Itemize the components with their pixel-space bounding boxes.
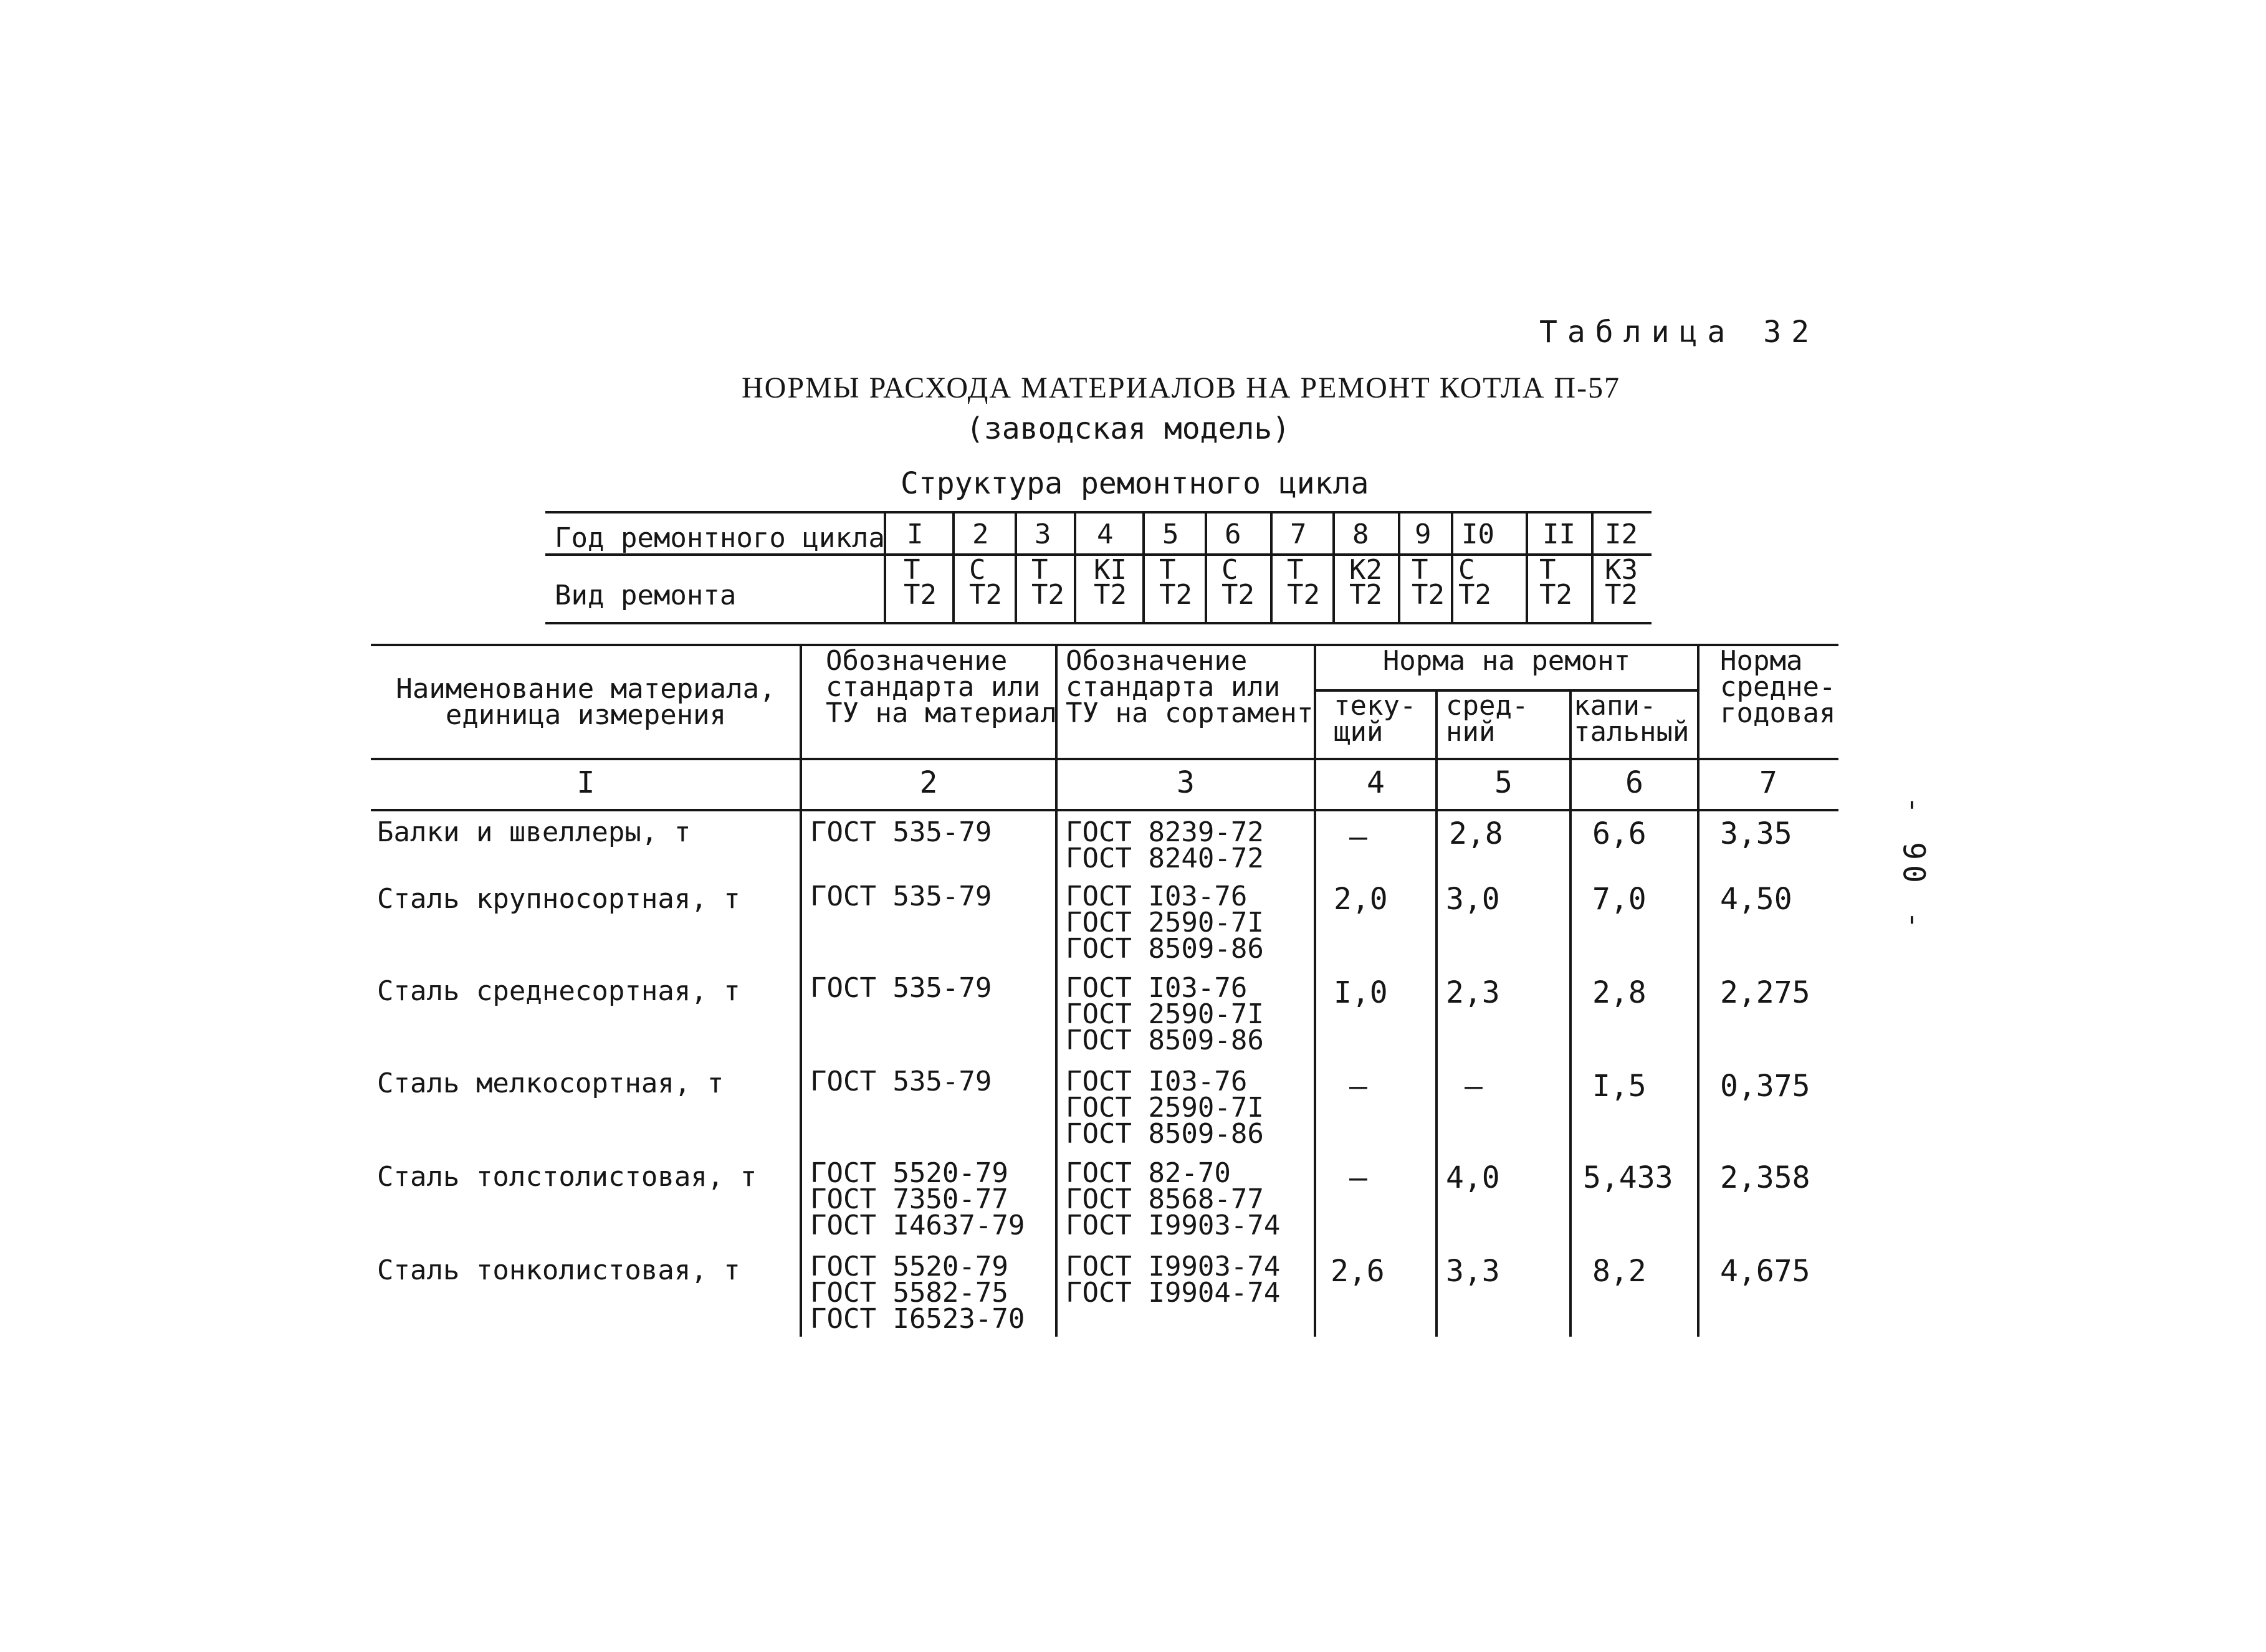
cycle-kind xyxy=(1412,554,1445,611)
cycle-kind-bottom: Т2 xyxy=(1539,579,1572,611)
material-standard: ГОСТ 5520-79 ГОСТ 7350-77 ГОСТ I4637-79 xyxy=(810,1157,1025,1241)
norm-current: 2,0 xyxy=(1334,882,1388,917)
norm-current: – xyxy=(1349,1069,1367,1104)
norm-current: 2,6 xyxy=(1331,1254,1385,1289)
norm-capital: 7,0 xyxy=(1592,882,1647,917)
cycle-kind-bottom: Т2 xyxy=(1605,579,1638,611)
header-annual-norm: Норма средне- годовая xyxy=(1720,645,1836,729)
cycle-kind xyxy=(1221,554,1255,611)
norm-current: – xyxy=(1349,819,1367,854)
cycle-kind-bottom: Т2 xyxy=(904,579,937,611)
cycle-kind-bottom: Т2 xyxy=(1159,579,1192,611)
material-name: Балки и швеллеры, т xyxy=(377,816,691,848)
repair-cycle-caption: Структура ремонтного цикла xyxy=(901,466,1369,501)
norm-medium: 2,8 xyxy=(1449,816,1503,851)
cycle-kind-top: Т xyxy=(1159,554,1176,586)
material-name: Сталь среднесортная, т xyxy=(377,975,740,1007)
material-name: Сталь крупносортная, т xyxy=(377,883,740,915)
assortment-standard: ГОСТ 8239-72 ГОСТ 8240-72 xyxy=(1066,816,1264,874)
cycle-kind-top: Т xyxy=(904,554,920,586)
column-number: 7 xyxy=(1759,765,1777,800)
norm-annual: 3,35 xyxy=(1720,816,1792,851)
assortment-standard: ГОСТ I03-76 ГОСТ 2590-7I ГОСТ 8509-86 xyxy=(1066,881,1264,965)
norm-annual: 2,275 xyxy=(1720,975,1810,1010)
cycle-kind-bottom: Т2 xyxy=(1287,579,1320,611)
document-title: НОРМЫ РАСХОДА МАТЕРИАЛОВ НА РЕМОНТ КОТЛА П-57 xyxy=(742,371,1621,404)
page-number: - 90 - xyxy=(1896,796,1931,934)
cycle-kind-bottom: Т2 xyxy=(1094,579,1127,611)
cycle-kind xyxy=(1539,554,1572,611)
norm-medium: – xyxy=(1465,1069,1483,1104)
header-repair-norm: Норма на ремонт xyxy=(1382,645,1631,677)
cycle-year: II xyxy=(1542,518,1575,550)
norm-annual: 2,358 xyxy=(1720,1160,1810,1195)
cycle-kind-bottom: Т2 xyxy=(1412,579,1445,611)
cycle-kind-top: К2 xyxy=(1349,554,1382,586)
cycle-kind xyxy=(1094,554,1127,611)
column-number: 4 xyxy=(1367,765,1385,800)
column-number: 5 xyxy=(1494,765,1513,800)
column-number: I xyxy=(576,765,595,800)
cycle-kind-bottom: Т2 xyxy=(1458,579,1491,611)
material-name: Сталь тонколистовая, т xyxy=(377,1254,740,1286)
cycle-kind xyxy=(1349,554,1382,611)
cycle-year: 2 xyxy=(972,518,989,550)
column-number: 2 xyxy=(919,765,938,800)
cycle-kind-top: Т xyxy=(1031,554,1048,586)
material-name: Сталь толстолистовая, т xyxy=(377,1161,757,1193)
header-capital: капи- тальный xyxy=(1574,690,1690,748)
cycle-year: 9 xyxy=(1415,518,1432,550)
assortment-standard: ГОСТ I03-76 ГОСТ 2590-7I ГОСТ 8509-86 xyxy=(1066,972,1264,1056)
material-standard: ГОСТ 5520-79 ГОСТ 5582-75 ГОСТ I6523-70 xyxy=(810,1251,1025,1335)
assortment-standard: ГОСТ I9903-74 ГОСТ I9904-74 xyxy=(1066,1251,1281,1309)
cycle-year-label: Год ремонтного цикла xyxy=(555,522,885,554)
cycle-kind xyxy=(904,554,937,611)
norm-medium: 3,0 xyxy=(1446,882,1500,917)
cycle-kind-top: К3 xyxy=(1605,554,1638,586)
norm-medium: 4,0 xyxy=(1446,1160,1500,1195)
norm-capital: 8,2 xyxy=(1592,1254,1647,1289)
header-current: теку- щий xyxy=(1334,690,1417,748)
cycle-kind xyxy=(1287,554,1320,611)
cycle-year: I xyxy=(907,518,924,550)
cycle-year: 4 xyxy=(1097,518,1114,550)
column-number: 3 xyxy=(1177,765,1195,800)
header-medium: сред- ний xyxy=(1446,690,1529,748)
cycle-kind-label: Вид ремонта xyxy=(555,580,737,611)
cycle-kind-bottom: Т2 xyxy=(969,579,1002,611)
cycle-kind-top: Т xyxy=(1539,554,1556,586)
material-standard: ГОСТ 535-79 xyxy=(810,972,992,1004)
document-subtitle: (заводская модель) xyxy=(966,411,1291,446)
cycle-kind xyxy=(1031,554,1064,611)
cycle-kind-top: С xyxy=(969,554,986,586)
cycle-kind-bottom: Т2 xyxy=(1349,579,1382,611)
cycle-kind-bottom: Т2 xyxy=(1221,579,1255,611)
norm-current: I,0 xyxy=(1334,975,1388,1010)
cycle-year: 8 xyxy=(1352,518,1369,550)
cycle-kind-top: С xyxy=(1221,554,1238,586)
norm-capital: 6,6 xyxy=(1592,816,1647,851)
norm-medium: 2,3 xyxy=(1446,975,1500,1010)
cycle-year: 5 xyxy=(1162,518,1179,550)
material-standard: ГОСТ 535-79 xyxy=(810,881,992,912)
cycle-kind-top: КI xyxy=(1094,554,1127,586)
material-name: Сталь мелкосортная, т xyxy=(377,1067,724,1099)
material-standard: ГОСТ 535-79 xyxy=(810,816,992,848)
norm-annual: 4,50 xyxy=(1720,882,1792,917)
cycle-kind-top: С xyxy=(1458,554,1475,586)
cycle-year: 7 xyxy=(1290,518,1307,550)
norm-capital: I,5 xyxy=(1592,1069,1647,1104)
cycle-year: I2 xyxy=(1605,518,1638,550)
header-assortment-standard: Обозначение стандарта или ТУ на сортамент xyxy=(1066,645,1314,729)
material-standard: ГОСТ 535-79 xyxy=(810,1066,992,1097)
norm-capital: 5,433 xyxy=(1583,1160,1673,1195)
assortment-standard: ГОСТ 82-70 ГОСТ 8568-77 ГОСТ I9903-74 xyxy=(1066,1157,1281,1241)
cycle-kind xyxy=(1458,554,1491,611)
cycle-kind-top: Т xyxy=(1287,554,1304,586)
norm-capital: 2,8 xyxy=(1592,975,1647,1010)
header-material-name: Наименование материала, единица измерения xyxy=(396,673,776,731)
norm-medium: 3,3 xyxy=(1446,1254,1500,1289)
table-label: Таблица 32 xyxy=(1539,315,1819,350)
cycle-kind-top: Т xyxy=(1412,554,1428,586)
cycle-kind xyxy=(969,554,1002,611)
cycle-year: 3 xyxy=(1035,518,1051,550)
norm-current: – xyxy=(1349,1160,1367,1195)
norm-annual: 4,675 xyxy=(1720,1254,1810,1289)
column-number: 6 xyxy=(1625,765,1643,800)
header-material-standard: Обозначение стандарта или ТУ на материал xyxy=(826,645,1057,729)
assortment-standard: ГОСТ I03-76 ГОСТ 2590-7I ГОСТ 8509-86 xyxy=(1066,1066,1264,1150)
cycle-year: I0 xyxy=(1461,518,1494,550)
cycle-kind xyxy=(1159,554,1192,611)
cycle-year: 6 xyxy=(1225,518,1241,550)
cycle-kind-bottom: Т2 xyxy=(1031,579,1064,611)
norm-annual: 0,375 xyxy=(1720,1069,1810,1104)
cycle-kind xyxy=(1605,554,1638,611)
